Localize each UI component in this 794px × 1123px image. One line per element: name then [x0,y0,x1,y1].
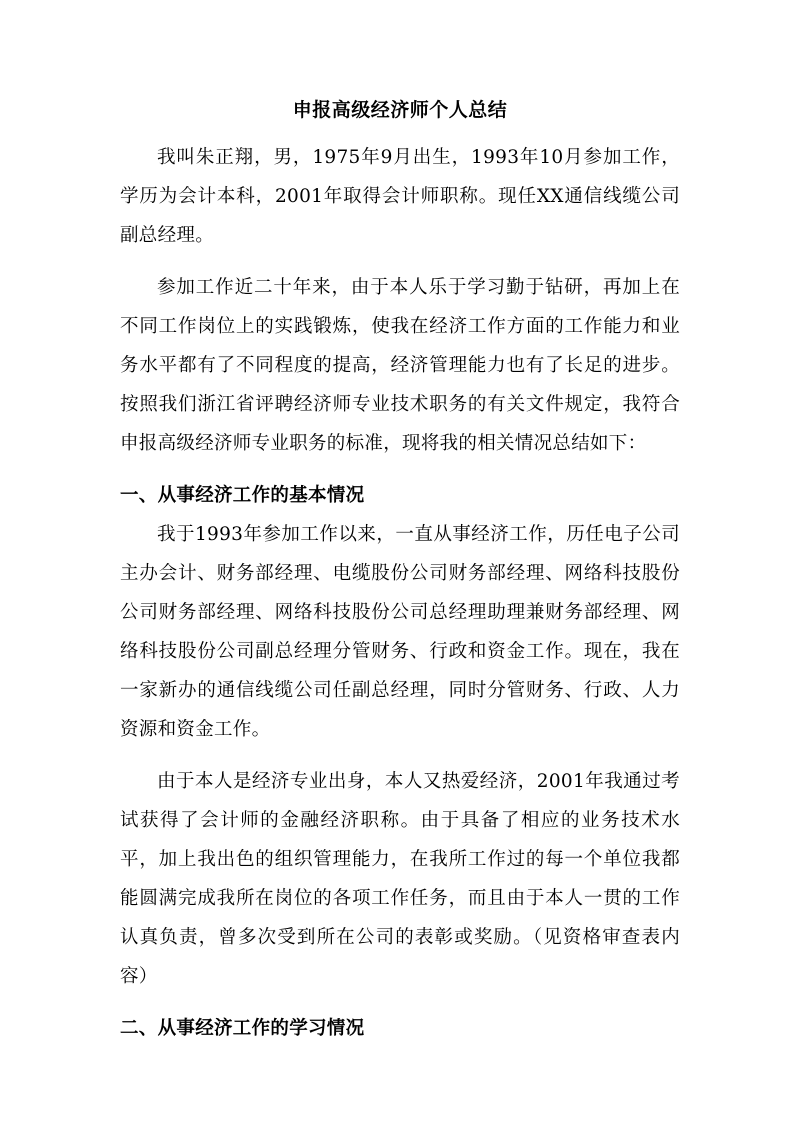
section-2-heading: 二、从事经济工作的学习情况 [120,1018,365,1039]
section-1-heading: 一、从事经济工作的基本情况 [120,485,365,506]
document-body [120,98,680,1048]
section-1-paragraph-2: 由于本人是经济专业出身，本人又热爱经济，2001年我通过考试获得了会计师的金融经济职称。由于具备了相应的业务技术水平，加上我出色的组织管理能力，在我所工作过的每一个单位我都能圆满完成我所在岗位的各项工作任务，而且由于本人一贯的工作认真负责，曾多次受到所在公司的表彰或奖励。（见资格审查表内容） [120,771,680,987]
intro-paragraph-1: 我叫朱正翔，男，1975年9月出生，1993年10月参加工作，学历为会计本科，2001年取得会计师职称。现任XX通信线缆公司副总经理。 [120,147,680,246]
intro-paragraph-2: 参加工作近二十年来，由于本人乐于学习勤于钻研，再加上在不同工作岗位上的实践锻炼，使我在经济工作方面的工作能力和业务水平都有了不同程度的提高，经济管理能力也有了长足的进步。按照我们浙江省评聘经济师专业技术职务的有关文件规定，我符合申报高级经济师专业职务的标准，现将我的相关情况总结如下： [120,277,680,454]
section-1-paragraph-1: 我于1993年参加工作以来，一直从事经济工作，历任电子公司主办会计、财务部经理、电缆股份公司财务部经理、网络科技股份公司财务部经理、网络科技股份公司总经理助理兼财务部经理、网络科技股份公司副总经理分管财务、行政和资金工作。现在，我在一家新办的通信线缆公司任副总经理，同时分管财务、行政、人力资源和资金工作。 [120,524,680,740]
document-title: 申报高级经济师个人总结 [292,99,508,121]
